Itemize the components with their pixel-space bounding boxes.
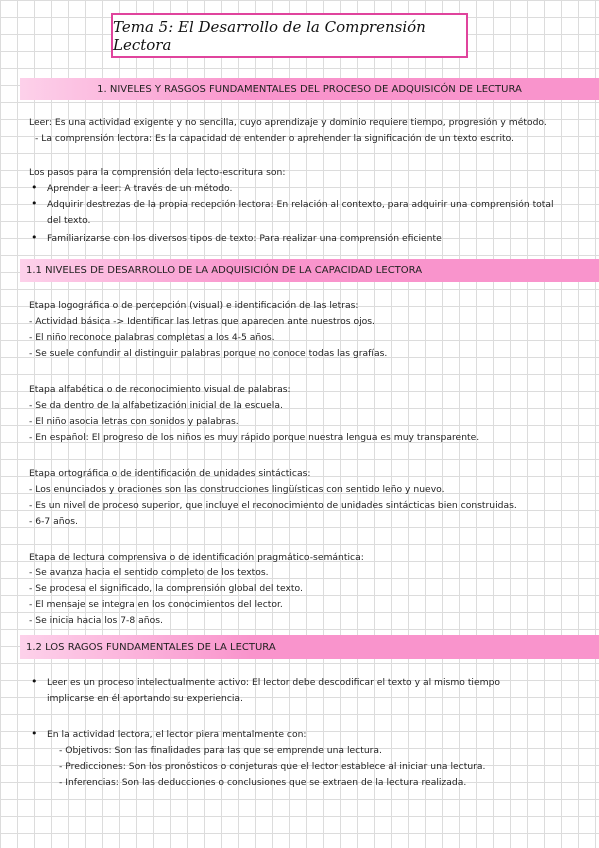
comprension-line: - La comprensión lectora: Es la capacidad de entender o aprehender la significación de un texto escrito.	[35, 133, 514, 144]
section-1-heading-band	[20, 78, 599, 100]
etapa-item: - Se suele confundir al distinguir palabras porque no conoce todas las grafías.	[29, 348, 388, 359]
etapa-item: - Se da dentro de la alfabetización inicial de la escuela.	[29, 400, 283, 411]
bullet-icon: •	[31, 675, 38, 688]
paso-item: Aprender a leer: A través de un método.	[47, 183, 233, 194]
section-1-1-heading: 1.1 NIVELES DE DESARROLLO DE LA ADQUISICIÓN DE LA CAPACIDAD LECTORA	[26, 265, 423, 276]
rasgo-subitem: - Predicciones: Son los pronósticos o conjeturas que el lector establece al iniciar una lectura.	[59, 761, 486, 772]
etapa-item: - Se inicia hacia los 7-8 años.	[29, 615, 163, 626]
rasgo-item: Leer es un proceso intelectualmente activo: El lector debe descodificar el texto y al mismo tiempo	[47, 677, 501, 688]
section-1-heading: 1. NIVELES Y RASGOS FUNDAMENTALES DEL PROCESO DE ADQUISICÓN DE LECTURA	[97, 83, 522, 95]
rasgo-subitem: - Objetivos: Son las finalidades para las que se emprende una lectura.	[59, 745, 382, 756]
etapa-item: - El niño reconoce palabras completas a los 4-5 años.	[29, 332, 275, 343]
bullet-icon: •	[31, 197, 38, 210]
etapa-title: Etapa logográfica o de percepción (visual) e identificación de las letras:	[29, 300, 359, 311]
page-title: Tema 5: El Desarrollo de la Comprensión Lectora	[113, 17, 426, 54]
section-1-2-heading-band	[20, 635, 599, 659]
etapa-item: - Los enunciados y oraciones son las construcciones lingüísticas con sentido leño y nuevo.	[29, 484, 445, 495]
pasos-intro: Los pasos para la comprensión dela lecto-escritura son:	[29, 167, 286, 178]
etapa-item: - El niño asocia letras con sonidos y palabras.	[29, 416, 239, 427]
bullet-icon: •	[31, 181, 38, 194]
etapa-title: Etapa alfabética o de reconocimiento visual de palabras:	[29, 384, 291, 395]
section-1-1-heading-band	[20, 259, 599, 282]
etapa-item: - Es un nivel de proceso superior, que incluye el reconocimiento de unidades sintácticas bien construidas.	[29, 500, 517, 511]
rasgo-item: En la actividad lectora, el lector piera mentalmente con:	[47, 729, 307, 740]
etapa-title: Etapa de lectura comprensiva o de identificación pragmático-semántica:	[29, 552, 364, 563]
page-title-box	[111, 13, 468, 58]
bullet-icon: •	[31, 231, 38, 244]
etapa-item: - Actividad básica -> Identificar las letras que aparecen ante nuestros ojos.	[29, 316, 375, 327]
paso-item: Adquirir destrezas de la propia recepción lectora: En relación al contexto, para adquirir una comprensión total	[47, 199, 554, 210]
section-1-2-heading: 1.2 LOS RAGOS FUNDAMENTALES DE LA LECTURA	[26, 641, 276, 653]
etapa-item: - Se avanza hacia el sentido completo de los textos.	[29, 567, 269, 578]
etapa-title: Etapa ortográfica o de identificación de unidades sintácticas:	[29, 468, 311, 479]
rasgo-item-continuation: implicarse en él aportando su experiencia.	[47, 693, 243, 704]
etapa-item: - Se procesa el significado, la comprensión global del texto.	[29, 583, 303, 594]
rasgo-subitem: - Inferencias: Son las deducciones o conclusiones que se extraen de la lectura realizada.	[59, 777, 467, 788]
bullet-icon: •	[31, 727, 38, 740]
etapa-item: - En español: El progreso de los niños es muy rápido porque nuestra lengua es muy transparente.	[29, 432, 480, 443]
etapa-item: - El mensaje se integra en los conocimientos del lector.	[29, 599, 283, 610]
paso-item-continuation: del texto.	[47, 215, 91, 226]
paso-item: Familiarizarse con los diversos tipos de texto: Para realizar una comprensión eficiente	[47, 233, 442, 244]
intro-paragraph: Leer: Es una actividad exigente y no sencilla, cuyo aprendizaje y dominio requiere tiempo, progresión y método.	[29, 117, 547, 128]
etapa-item: - 6-7 años.	[29, 516, 78, 527]
